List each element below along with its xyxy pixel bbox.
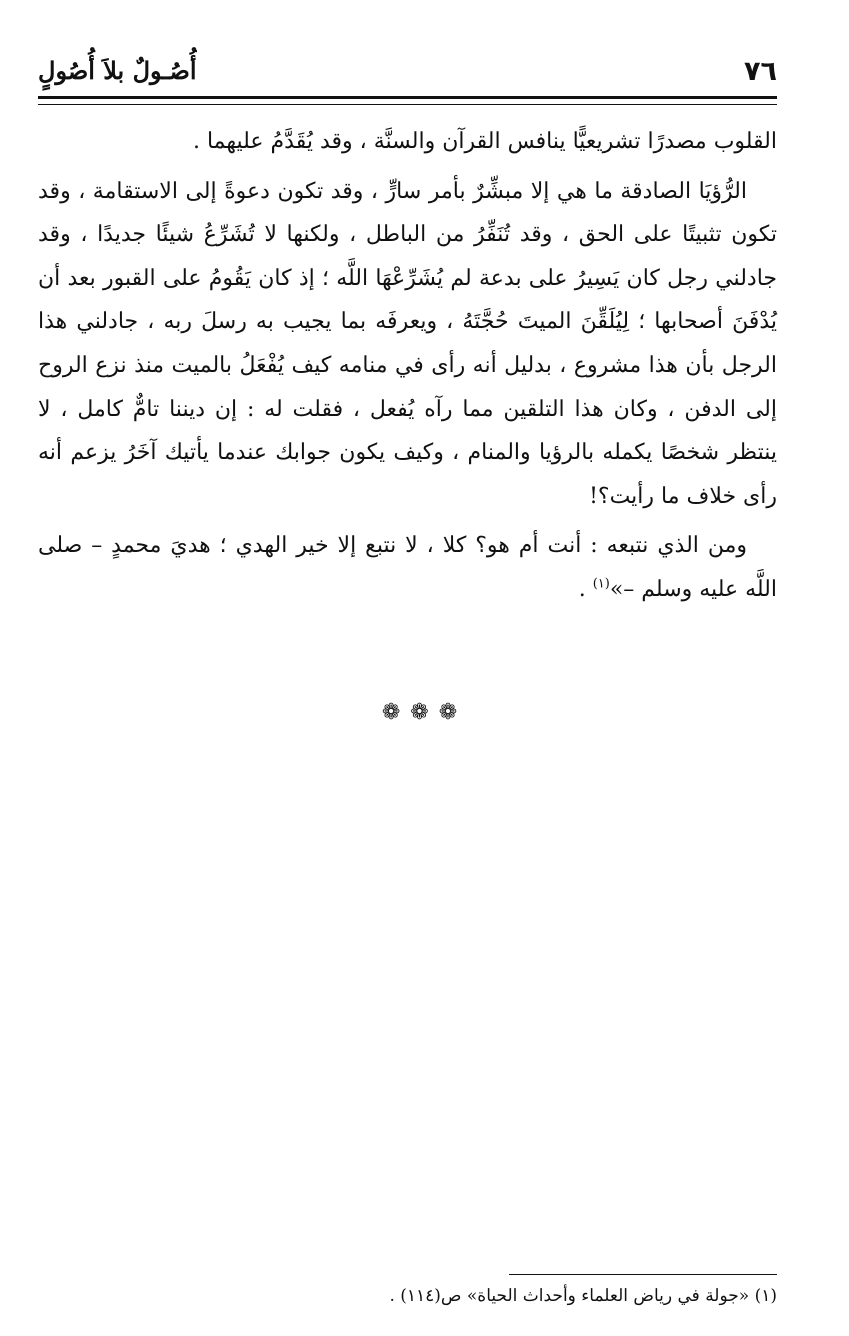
main-text [38,120,777,612]
footnote-reference: (١) [592,576,610,592]
header-rule-thick [38,96,777,99]
closing-period: . [578,576,593,602]
header-rule-thin [38,104,777,105]
paragraph-continuation: القلوب مصدرًا تشريعيًّا ينافس القرآن والسنَّة ، وقد يُقَدَّمُ عليهما . [192,129,777,154]
footnote-separator [509,1274,777,1275]
section-divider-ornament-icon: ❁❁❁ [381,700,468,725]
footnote: (١) «جولة في رياض العلماء وأحداث الحياة» ص(١١٤) . [389,1286,777,1306]
paragraph-dreams: الرُّؤيَا الصادقة ما هي إلا مبشِّرٌ بأمر سارٍّ ، وقد تكون دعوةً إلى الاستقامة ، وقد تكون تثبيتًا على الحق ، وقد تُنَفِّرُ من الباطل ، ولكنها لا تُشَرِّعُ شيئًا جديدًا ، وقد جادلني رجل كان يَسِيرُ على بدعة لم يُشَرِّعْهَا اللَّه ؛ إذ كان يَقُومُ على القبور بعد أن يُدْفَنَ أصحابها ؛ لِيُلَقِّنَ الميتَ حُجَّتَهُ ، ويعرفَه بما يجيب به رسلَ ربه ، جادلني هذا الرجل بأن هذا مشروع ، بدليل أنه رأى في منامه كيف يُفْعَلُ بالميت منذ نزع الروح إلى الدفن ، وكان هذا التلقين مما رآه يُفعل ، فقلت له : إن ديننا تامٌّ كامل ، لا ينتظر شخصًا يكمله بالرؤيا والمنام ، وكيف يكون جوابك عندما يأتيك آخَرُ يزعم أنه رأى خلاف ما رأيت؟! [38,178,778,509]
running-title: أُصُـولٌ بلاَ أُصُولٍ [38,56,197,85]
paragraph-conclusion-text: ومن الذي نتبعه : أنت أم هو؟ كلا ، لا نتبع إلا خير الهدي ؛ هديَ محمدٍ – صلى اللَّه عليه وسلم –» [38,533,777,602]
paragraph-conclusion [38,524,777,611]
page-number: ٧٦ [744,56,777,87]
page-header [38,52,777,96]
